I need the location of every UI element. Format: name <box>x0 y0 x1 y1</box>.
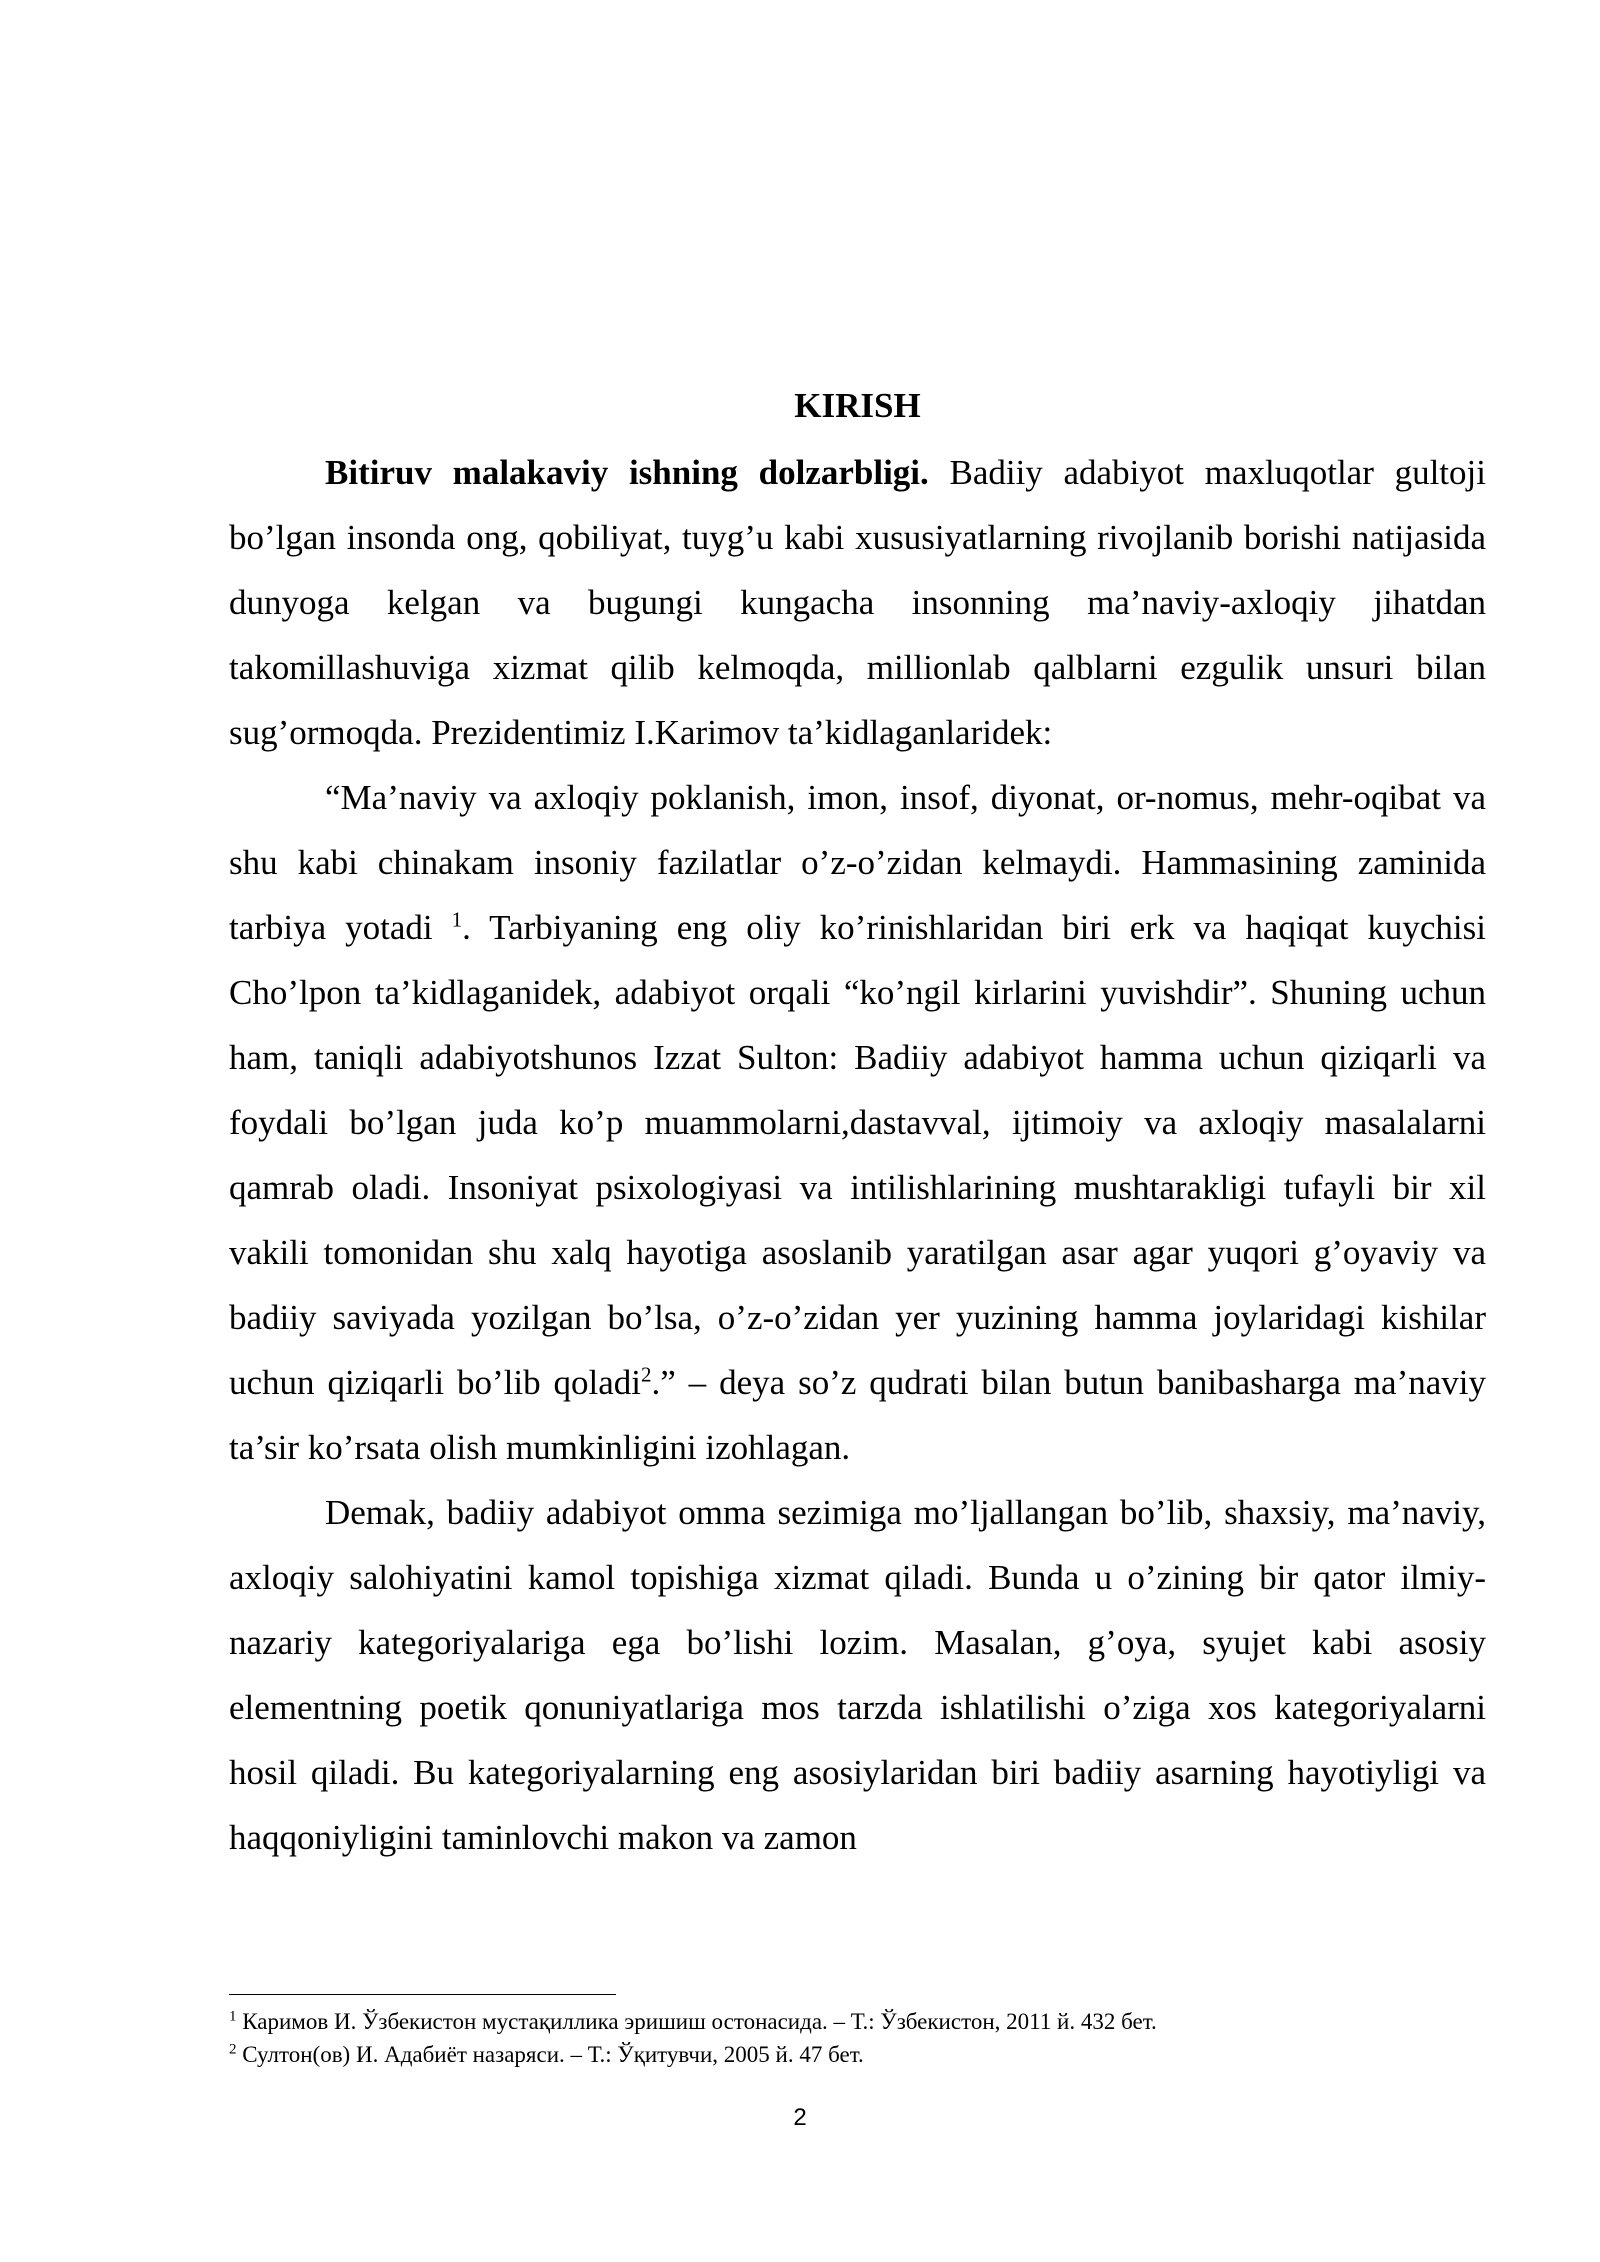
footnote-mark-2: 2 <box>229 2041 237 2058</box>
footnote-separator <box>229 1994 616 1995</box>
footnotes <box>229 2005 1486 2071</box>
footnote-1 <box>229 2005 1486 2038</box>
footnote-ref-2[interactable]: 2 <box>640 1362 652 1387</box>
paragraph-text: “Ma’naviy va axloqiy poklanish, imon, insof, diyonat, or-nomus, mehr-oqibat va shu kabi chinakam insoniy fazilatlar o’z-o’zidan kelmaydi. Hammasining zaminida tarbiya yotadi <box>229 778 1486 947</box>
paragraph-text: . Tarbiyaning eng oliy ko’rinishlaridan biri erk va haqiqat kuychisi Cho’lpon ta’kidlaganidek, adabiyot orqali “ko’ngil kirlarini yuvishdir”. Shuning uchun ham, taniqli adabiyotshunos Izzat Sulton: Badiiy adabiyot hamma uchun qiziqarli va foydali bo’lgan juda ko’p muammolarni,dastavval, ijtimoiy va axloqiy masalalarni qamrab oladi. Insoniyat psixologiyasi va intilishlarining mushtarakligi tufayli bir xil vakili tomonidan shu xalq hayotiga asoslanib yaratilgan asar agar yuqori g’oyaviy va badiiy saviyada yozilgan bo’lsa, o’z-o’zidan yer yuzining hamma joylaridagi kishilar uchun qiziqarli bo’lib qoladi <box>229 908 1486 1402</box>
footnote-text: Султон(ов) И. Адабиёт назаряси. – Т.: Ўқитувчи, 2005 й. 47 бет. <box>236 2042 864 2067</box>
page-number: 2 <box>793 2104 807 2131</box>
paragraph-text: Demak, badiiy adabiyot omma sezimiga mo’ljallangan bo’lib, shaxsiy, ma’naviy, axloqiy salohiyatini kamol topishiga xizmat qiladi. Bunda u o’zining bir qator ilmiy-nazariy kategoriyalariga ega bo’lishi lozim. Masalan, g’oya, syujet kabi asosiy elementning poetik qonuniyatlariga mos tarzda ishlatilishi o’ziga xos kategoriyalarni hosil qiladi. Bu kategoriyalarning eng asosiylaridan biri badiiy asarning hayotiyligi va haqqoniyligini taminlovchi makon va zamon <box>229 1493 1486 1857</box>
paragraph-relevance <box>229 440 1486 765</box>
relevance-heading: Bitiruv malakaviy ishning dolzarbligi. <box>325 453 929 492</box>
paragraph-categories <box>229 1480 1486 1870</box>
page-body <box>229 380 1486 1870</box>
footnote-2 <box>229 2038 1486 2071</box>
footnote-ref-1[interactable]: 1 <box>451 907 463 932</box>
paragraph-quote <box>229 765 1486 1480</box>
page-title: KIRISH <box>794 386 921 425</box>
footnote-text: Каримов И. Ўзбекистон мустақиллика эришиш остонасида. – Т.: Ўзбекистон, 2011 й. 432 бет. <box>236 2009 1157 2034</box>
paragraph-text: Badiiy adabiyot maxluqotlar gultoji bo’lgan insonda ong, qobiliyat, tuyg’u kabi xususiyatlarning rivojlanib borishi natijasida dunyoga kelgan va bugungi kungacha insonning ma’naviy-axloqiy jihatdan takomillashuviga xizmat qilib kelmoqda, millionlab qalblarni ezgulik unsuri bilan sug’ormoqda. Prezidentimiz I.Karimov ta’kidlaganlaridek: <box>229 453 1486 752</box>
paragraph-text: .” – deya so’z qudrati bilan butun banibasharga ma’naviy ta’sir ko’rsata olish mumkinligini izohlagan. <box>229 1363 1486 1467</box>
footnote-mark-1: 1 <box>229 2008 237 2025</box>
